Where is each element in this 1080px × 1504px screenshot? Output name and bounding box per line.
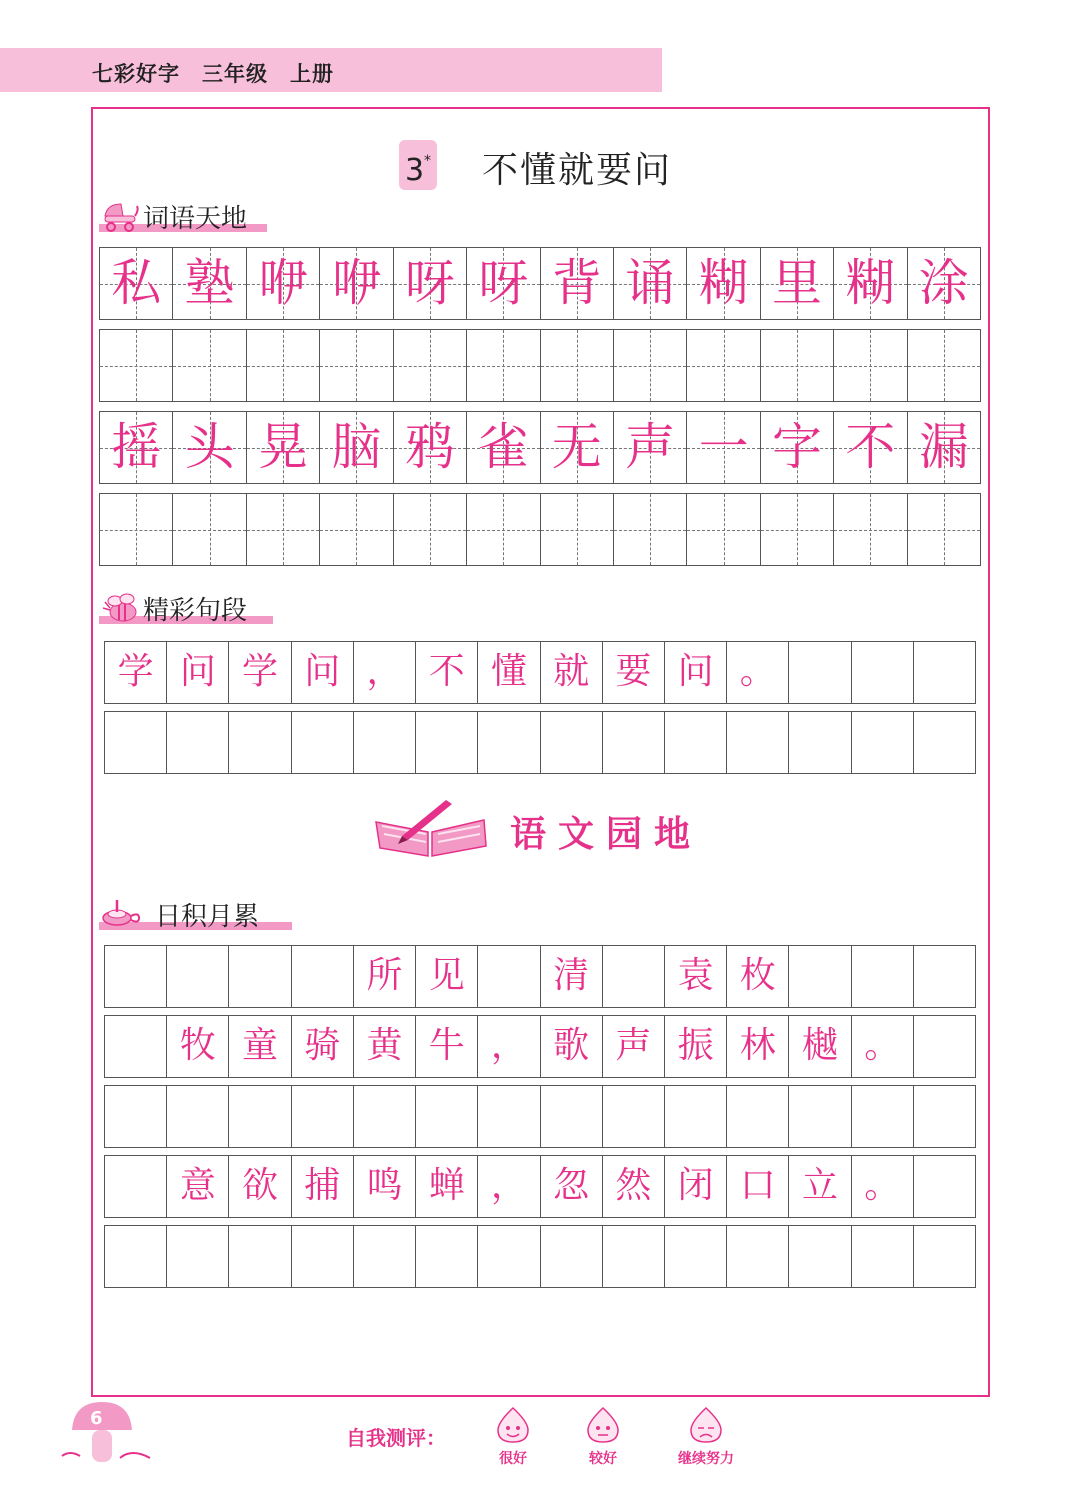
grid-character: 呀: [404, 254, 455, 312]
grid-cell[interactable]: 不: [416, 642, 478, 703]
mushroom-page-icon: [60, 1398, 156, 1470]
grid-character: 不: [845, 418, 896, 476]
grid-cell[interactable]: [320, 330, 393, 401]
grid-cell[interactable]: [789, 642, 851, 703]
smile-drop-icon: [494, 1406, 532, 1444]
grid-cell[interactable]: [914, 1016, 975, 1077]
grid-character: [467, 330, 539, 401]
grid-cell[interactable]: [687, 412, 760, 483]
grid-cell[interactable]: [761, 248, 834, 319]
grid-cell[interactable]: 鸣: [354, 1156, 416, 1217]
grid-cell[interactable]: 。: [852, 1156, 914, 1217]
grid-cell[interactable]: [914, 712, 975, 773]
grid-cell[interactable]: 问: [665, 642, 727, 703]
lesson-number: 3: [404, 153, 425, 188]
grid-cell[interactable]: ，: [478, 1016, 540, 1077]
grid-cell[interactable]: [908, 330, 980, 401]
grid-cell[interactable]: [603, 1226, 665, 1287]
grid-cell[interactable]: 振: [665, 1016, 727, 1077]
grid-cell[interactable]: 学: [229, 642, 291, 703]
grid-cell[interactable]: 就: [541, 642, 603, 703]
open-book-pen-icon: [372, 792, 490, 860]
grid-character: [173, 330, 245, 401]
grid-character: 咿: [258, 254, 309, 312]
grid-cell[interactable]: 枚: [727, 946, 789, 1007]
grid-cell[interactable]: [100, 330, 173, 401]
grid-character: [100, 494, 172, 565]
grid-cell[interactable]: 樾: [789, 1016, 851, 1077]
grid-character: [394, 330, 466, 401]
tianzige-row: [99, 411, 981, 484]
grid-cell[interactable]: [541, 712, 603, 773]
grid-cell[interactable]: [467, 494, 540, 565]
grid-cell[interactable]: 蝉: [416, 1156, 478, 1217]
grid-cell[interactable]: 立: [789, 1156, 851, 1217]
grid-cell[interactable]: [834, 248, 907, 319]
grid-character: [834, 330, 906, 401]
lesson-title: 不懂就要问: [482, 150, 673, 191]
section-title: 精彩句段: [143, 596, 248, 626]
grid-cell[interactable]: [247, 330, 320, 401]
square-grid-row: [104, 641, 976, 704]
grid-cell[interactable]: [614, 412, 687, 483]
grid-cell[interactable]: [229, 1086, 291, 1147]
grid-cell[interactable]: 黄: [354, 1016, 416, 1077]
grid-character: 雀: [478, 418, 529, 476]
grid-cell[interactable]: 口: [727, 1156, 789, 1217]
grid-cell[interactable]: [167, 946, 229, 1007]
lesson-number-badge: [399, 140, 437, 190]
grid-cell[interactable]: [541, 1086, 603, 1147]
grid-cell[interactable]: [354, 1226, 416, 1287]
garden-title: 语文园地: [510, 814, 703, 855]
rating-good[interactable]: [580, 1406, 626, 1468]
grid-cell[interactable]: 牛: [416, 1016, 478, 1077]
grid-character: 声: [625, 418, 676, 476]
grid-cell[interactable]: [761, 494, 834, 565]
grid-cell[interactable]: [320, 248, 393, 319]
square-grid-row: [104, 1085, 976, 1148]
grid-character: [761, 494, 833, 565]
grid-cell[interactable]: 声: [603, 1016, 665, 1077]
grid-cell[interactable]: 见: [416, 946, 478, 1007]
grid-character: [100, 330, 172, 401]
grid-cell[interactable]: [789, 1226, 851, 1287]
grid-cell[interactable]: [416, 1226, 478, 1287]
grid-character: 鸦: [404, 418, 455, 476]
grid-cell[interactable]: [908, 494, 980, 565]
grid-character: [908, 494, 980, 565]
grid-cell[interactable]: [247, 494, 320, 565]
sad-drop-icon: [687, 1406, 725, 1444]
grid-cell[interactable]: [834, 330, 907, 401]
grid-cell[interactable]: 歌: [541, 1016, 603, 1077]
square-grid-row: [104, 945, 976, 1008]
grid-cell[interactable]: [541, 412, 614, 483]
grid-character: 糊: [845, 254, 896, 312]
grid-character: [320, 330, 392, 401]
grid-cell[interactable]: [603, 946, 665, 1007]
grid-cell[interactable]: [727, 1226, 789, 1287]
grid-cell[interactable]: 。: [852, 1016, 914, 1077]
grid-cell[interactable]: [852, 946, 914, 1007]
grid-cell[interactable]: [665, 1226, 727, 1287]
grid-cell[interactable]: [394, 330, 467, 401]
grid-character: 摇: [111, 418, 162, 476]
square-grid-row: [104, 1155, 976, 1218]
grid-cell[interactable]: [614, 330, 687, 401]
self-eval-label: 自我测评：: [346, 1426, 446, 1450]
grid-cell[interactable]: [665, 712, 727, 773]
grid-character: 里: [772, 254, 822, 312]
grid-cell[interactable]: [105, 1156, 167, 1217]
grid-cell[interactable]: [416, 1086, 478, 1147]
grid-cell[interactable]: 要: [603, 642, 665, 703]
grid-cell[interactable]: [614, 248, 687, 319]
grid-cell[interactable]: [541, 330, 614, 401]
grid-cell[interactable]: [908, 248, 980, 319]
grid-character: [614, 494, 686, 565]
grid-character: [467, 494, 539, 565]
grid-cell[interactable]: [247, 412, 320, 483]
grid-cell[interactable]: [167, 1226, 229, 1287]
section-title: 日积月累: [155, 902, 260, 932]
rating-very-good[interactable]: [490, 1406, 536, 1468]
grid-character: [614, 330, 686, 401]
grid-character: [320, 494, 392, 565]
section-title: 词语天地: [143, 204, 248, 234]
grid-cell[interactable]: [247, 248, 320, 319]
grid-cell[interactable]: [105, 1226, 167, 1287]
grid-cell[interactable]: [914, 946, 975, 1007]
grid-cell[interactable]: 闭: [665, 1156, 727, 1217]
grid-character: 塾: [184, 254, 235, 312]
bee-icon: [101, 592, 141, 624]
grid-character: 涂: [918, 254, 969, 312]
grid-cell[interactable]: [100, 494, 173, 565]
grid-cell[interactable]: [394, 494, 467, 565]
grid-cell[interactable]: [914, 1226, 975, 1287]
grid-character: [247, 494, 319, 565]
square-grid-row: [104, 1015, 976, 1078]
grid-cell[interactable]: [908, 412, 980, 483]
tianzige-row: [99, 329, 981, 402]
grid-cell[interactable]: [687, 330, 760, 401]
grid-cell[interactable]: [852, 1086, 914, 1147]
grid-character: [761, 330, 833, 401]
grid-character: 无: [551, 418, 602, 476]
grid-cell[interactable]: [852, 642, 914, 703]
grid-cell[interactable]: [320, 412, 393, 483]
grid-cell[interactable]: [416, 712, 478, 773]
book-title: 七彩好字 三年级 上册: [92, 62, 334, 86]
grid-cell[interactable]: [467, 248, 540, 319]
grid-cell[interactable]: 所: [354, 946, 416, 1007]
grid-cell[interactable]: [173, 248, 246, 319]
grid-cell[interactable]: [173, 494, 246, 565]
grid-cell[interactable]: [292, 946, 354, 1007]
grid-character: [247, 330, 319, 401]
grid-cell[interactable]: 清: [541, 946, 603, 1007]
grid-cell[interactable]: [665, 1086, 727, 1147]
rating-label: 较好: [589, 1451, 617, 1467]
grid-cell[interactable]: [914, 642, 975, 703]
grid-cell[interactable]: 林: [727, 1016, 789, 1077]
baby-carriage-icon: [101, 200, 141, 232]
grid-cell[interactable]: [100, 412, 173, 483]
tianzige-row: [99, 493, 981, 566]
grid-cell[interactable]: [354, 1086, 416, 1147]
grid-cell[interactable]: 忽: [541, 1156, 603, 1217]
grid-cell[interactable]: [761, 330, 834, 401]
lesson-mark: *: [424, 153, 432, 169]
grid-cell[interactable]: [852, 1226, 914, 1287]
grid-character: [541, 330, 613, 401]
grid-cell[interactable]: [834, 494, 907, 565]
grid-character: 糊: [698, 254, 749, 312]
section-label-sentences: [99, 590, 273, 624]
grid-cell[interactable]: [394, 412, 467, 483]
grid-cell[interactable]: [173, 412, 246, 483]
grid-cell[interactable]: [541, 248, 614, 319]
grid-cell[interactable]: [292, 712, 354, 773]
grid-character: 私: [111, 254, 162, 312]
grid-cell[interactable]: 问: [292, 642, 354, 703]
grid-cell[interactable]: [478, 1226, 540, 1287]
grid-cell[interactable]: 意: [167, 1156, 229, 1217]
grid-character: 一: [698, 418, 749, 476]
grid-cell[interactable]: 。: [727, 642, 789, 703]
grid-character: 咿: [331, 254, 382, 312]
grid-cell[interactable]: [292, 1226, 354, 1287]
grid-character: [173, 494, 245, 565]
grid-character: [687, 330, 759, 401]
grid-cell[interactable]: [914, 1086, 975, 1147]
grid-character: 诵: [625, 254, 676, 312]
square-grid-row: [104, 1225, 976, 1288]
page-number: 6: [90, 1408, 103, 1429]
grid-cell[interactable]: 欲: [229, 1156, 291, 1217]
grid-cell[interactable]: [687, 494, 760, 565]
grid-cell[interactable]: [541, 1226, 603, 1287]
rating-label: 继续努力: [678, 1451, 734, 1467]
grid-cell[interactable]: [105, 1016, 167, 1077]
grid-character: [834, 494, 906, 565]
grid-cell[interactable]: [614, 494, 687, 565]
grid-cell[interactable]: [292, 1086, 354, 1147]
tianzige-row: [99, 247, 981, 320]
grid-character: 漏: [918, 418, 969, 476]
square-grid-row: [104, 711, 976, 774]
grid-cell[interactable]: [541, 494, 614, 565]
grid-character: 脑: [331, 418, 382, 476]
grid-cell[interactable]: ，: [478, 1156, 540, 1217]
rating-label: 很好: [499, 1451, 527, 1467]
section-label-words: [99, 198, 267, 232]
rating-keep-trying[interactable]: [668, 1406, 744, 1468]
grid-cell[interactable]: [167, 712, 229, 773]
grid-cell[interactable]: [727, 712, 789, 773]
grid-cell[interactable]: 骑: [292, 1016, 354, 1077]
grid-character: 头: [184, 418, 235, 476]
grid-cell[interactable]: 袁: [665, 946, 727, 1007]
grid-cell[interactable]: [105, 946, 167, 1007]
grid-cell[interactable]: [603, 1086, 665, 1147]
grid-cell[interactable]: [478, 712, 540, 773]
grid-cell[interactable]: [603, 712, 665, 773]
grid-character: 晃: [258, 418, 309, 476]
grid-cell[interactable]: 问: [167, 642, 229, 703]
grid-cell[interactable]: 牧: [167, 1016, 229, 1077]
grid-character: [908, 330, 980, 401]
neutral-drop-icon: [584, 1406, 622, 1444]
grid-cell[interactable]: 懂: [478, 642, 540, 703]
grid-character: 背: [551, 254, 602, 312]
section-label-daily: [99, 896, 292, 930]
grid-cell[interactable]: [789, 946, 851, 1007]
grid-cell[interactable]: 然: [603, 1156, 665, 1217]
grid-cell[interactable]: [354, 712, 416, 773]
grid-cell[interactable]: [229, 712, 291, 773]
grid-cell[interactable]: 童: [229, 1016, 291, 1077]
grid-cell[interactable]: [789, 1086, 851, 1147]
grid-cell[interactable]: [105, 1086, 167, 1147]
grid-cell[interactable]: [852, 712, 914, 773]
grid-character: [687, 494, 759, 565]
grid-cell[interactable]: [687, 248, 760, 319]
grid-cell[interactable]: 学: [105, 642, 167, 703]
grid-cell[interactable]: [173, 330, 246, 401]
grid-cell[interactable]: [229, 1226, 291, 1287]
grid-cell[interactable]: [167, 1086, 229, 1147]
grid-cell[interactable]: [394, 248, 467, 319]
grid-cell[interactable]: [727, 1086, 789, 1147]
grid-cell[interactable]: [478, 1086, 540, 1147]
grid-character: [541, 494, 613, 565]
grid-cell[interactable]: [467, 330, 540, 401]
grid-cell[interactable]: [914, 1156, 975, 1217]
grid-character: [394, 494, 466, 565]
grid-cell[interactable]: [834, 412, 907, 483]
grid-cell[interactable]: [467, 412, 540, 483]
grid-cell[interactable]: [105, 712, 167, 773]
grid-cell[interactable]: [478, 946, 540, 1007]
grid-cell[interactable]: [100, 248, 173, 319]
grid-cell[interactable]: ，: [354, 642, 416, 703]
grid-cell[interactable]: [789, 712, 851, 773]
grid-character: 字: [772, 418, 822, 476]
grid-cell[interactable]: [761, 412, 834, 483]
grid-cell[interactable]: 捕: [292, 1156, 354, 1217]
grid-cell[interactable]: [229, 946, 291, 1007]
spinning-top-icon: [101, 898, 141, 930]
grid-cell[interactable]: [320, 494, 393, 565]
grid-character: 呀: [478, 254, 529, 312]
